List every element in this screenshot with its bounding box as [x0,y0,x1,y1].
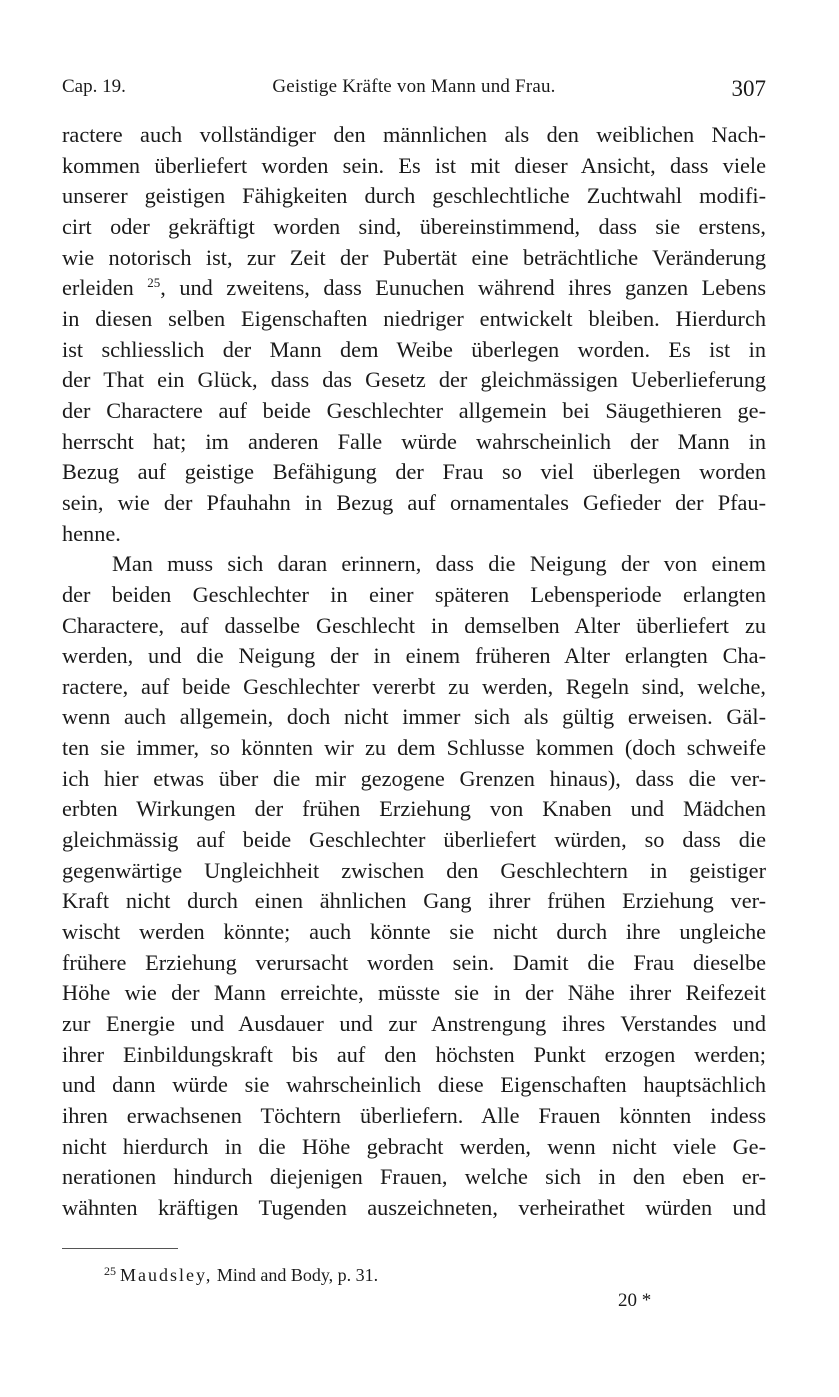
paragraph-1-line: sein, wie der Pfauhahn in Bezug auf ornamentales Gefieder der Pfau- [62,489,766,515]
body-text [62,120,766,1224]
paragraph-2-line: wischt werden könnte; auch könnte sie nicht durch ihre ungleiche [62,919,766,945]
paragraph-1-line: herrscht hat; im anderen Falle würde wahrscheinlich der Mann in [62,428,766,454]
paragraph-1-line: der That ein Glück, dass das Gesetz der gleichmässigen Ueberlieferung [62,367,766,393]
footnote-mark: 25 [104,1264,116,1278]
paragraph-1-line: Bezug auf geistige Befähigung der Frau so viel überlegen worden [62,459,766,485]
running-title: Geistige Kräfte von Mann und Frau. [272,76,556,97]
paragraph-1-line: wie notorisch ist, zur Zeit der Pubertät eine beträchtliche Veränderung [62,244,766,270]
footnote-text: Mind and Body, p. 31. [212,1265,379,1285]
paragraph-2-line: ihren erwachsenen Töchtern überliefern. Alle Frauen könnten indess [62,1103,766,1128]
paragraph-2-line: Höhe wie der Mann erreichte, müsste sie in der Nähe ihrer Reifezeit [62,980,766,1006]
paragraph-1-line: ist schliesslich der Mann dem Weibe überlegen worden. Es ist in [62,336,766,362]
chapter-label: Cap. 19. [62,76,126,97]
footnote-rule [62,1248,178,1249]
paragraph-1-line: cirt oder gekräftigt worden sind, übereinstimmend, dass sie erstens, [62,213,766,239]
paragraph-2-line: gleichmässig auf beide Geschlechter überliefert würden, so dass die [62,827,766,853]
paragraph-2-line: wähnten kräftigen Tugenden auszeichneten, verheirathet würden und [62,1194,766,1220]
paragraph-2-line: ten sie immer, so könnten wir zu dem Schlusse kommen (doch schweife [62,735,766,761]
paragraph-1-line: der Charactere auf beide Geschlechter allgemein bei Säugethieren ge- [62,397,766,423]
footnote-reference: 25 [147,275,161,291]
paragraph-1-line: kommen überliefert worden sein. Es ist mit dieser Ansicht, dass viele [62,152,766,178]
paragraph-1-line: unserer geistigen Fähigkeiten durch geschlechtliche Zuchtwahl modifi- [62,183,766,209]
page-number: 307 [731,76,766,101]
paragraph-1-line [62,273,766,304]
line-text: erleiden [62,275,148,301]
paragraph-2-line: werden, und die Neigung der in einem früheren Alter erlangten Cha- [62,643,766,669]
paragraph-2-line: Kraft nicht durch einen ähnlichen Gang ihrer frühen Erziehung ver- [62,888,766,914]
paragraph-2-line: ich hier etwas über die mir gezogene Grenzen hinaus), dass die ver- [62,765,766,791]
paragraph-2-line: gegenwärtige Ungleichheit zwischen den Geschlechtern in geistiger [62,857,766,883]
line-text: , und zweitens, dass Eunuchen während ihres ganzen Lebens [160,275,766,301]
footnote [104,1264,378,1286]
paragraph-2-line: Man muss sich daran erinnern, dass die Neigung der von einem [112,551,766,577]
paragraph-2-line: Charactere, auf dasselbe Geschlecht in demselben Alter überliefert zu [62,612,766,638]
paragraph-2-line: und dann würde sie wahrscheinlich diese Eigenschaften hauptsächlich [62,1072,766,1098]
paragraph-2-line: erbten Wirkungen der frühen Erziehung von Knaben und Mädchen [62,796,766,822]
paragraph-2-line: wenn auch allgemein, doch nicht immer sich als gültig erweisen. Gäl- [62,704,766,730]
paragraph-2-line: zur Energie und Ausdauer und zur Anstrengung ihres Verstandes und [62,1011,766,1037]
paragraph-2-line: ractere, auf beide Geschlechter vererbt zu werden, Regeln sind, welche, [62,673,766,699]
paragraph-1-line: ractere auch vollständiger den männlichen als den weiblichen Nach- [62,122,766,147]
footnote-author: Maudsley, [120,1265,213,1285]
paragraph-2-line: frühere Erziehung verursacht worden sein. Damit die Frau dieselbe [62,949,766,975]
paragraph-1-line: in diesen selben Eigenschaften niedriger entwickelt bleiben. Hierdurch [62,305,766,331]
paragraph-1-line: henne. [62,520,121,546]
signature-mark: 20 * [618,1290,652,1311]
paragraph-2-line: der beiden Geschlechter in einer späteren Lebensperiode erlangten [62,581,766,607]
paragraph-2-line: nerationen hindurch diejenigen Frauen, welche sich in den eben er- [62,1164,766,1190]
paragraph-2-line: ihrer Einbildungskraft bis auf den höchsten Punkt erzogen werden; [62,1041,766,1067]
running-header [62,76,766,106]
paragraph-2-line: nicht hierdurch in die Höhe gebracht werden, wenn nicht viele Ge- [62,1133,766,1159]
